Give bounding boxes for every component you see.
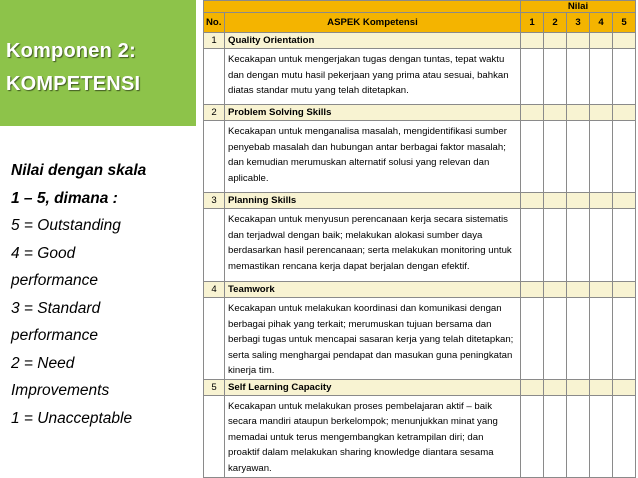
criterion-description: Kecakapan untuk menyusun perencanaan kerja secara sistematis dan terjadwal dengan baik; melakukan alokasi sumber daya berdasarkan hasil perencanaan; serta melakukan monitoring untuk memastikan rencana kerja dapat berjalan dengan efektif. (225, 209, 521, 282)
score-cell[interactable] (567, 395, 590, 477)
score-cell[interactable] (590, 33, 613, 49)
description-number-blank (204, 49, 225, 105)
score-cell[interactable] (521, 209, 544, 282)
criterion-number: 4 (204, 282, 225, 298)
score-cell[interactable] (521, 379, 544, 395)
description-row (204, 395, 636, 477)
criterion-number: 3 (204, 193, 225, 209)
score-cell[interactable] (521, 395, 544, 477)
score-cell[interactable] (544, 33, 567, 49)
score-cell[interactable] (613, 193, 636, 209)
criterion-description: Kecakapan untuk melakukan koordinasi dan komunikasi dengan berbagai pihak yang terkait; merumuskan tujuan bersama dan berbagi tugas untuk mencapai sasaran kerja yang telah ditetapkan; serta saling menghargai pendapat dan masukan guna peningkatan kinerja tim. (225, 298, 521, 380)
score-cell[interactable] (521, 105, 544, 121)
score-cell[interactable] (544, 193, 567, 209)
criterion-description: Kecakapan untuk menganalisa masalah, mengidentifikasi sumber penyebab masalah dan hubungan antar berbagai faktor masalah; dan kemudian merumuskan alternatif solusi yang relevan dan aplicable. (225, 121, 521, 193)
description-row (204, 298, 636, 380)
header-score-4: 4 (590, 13, 613, 33)
score-cell[interactable] (567, 49, 590, 105)
slide-title-line1: Komponen 2: (6, 40, 136, 62)
header-blank (204, 1, 521, 13)
criterion-name: Teamwork (225, 282, 521, 298)
header-nilai: Nilai (521, 1, 636, 13)
score-cell[interactable] (567, 209, 590, 282)
score-cell[interactable] (613, 298, 636, 380)
description-row (204, 49, 636, 105)
title-box (0, 0, 196, 126)
criterion-row (204, 105, 636, 121)
description-number-blank (204, 395, 225, 477)
description-number-blank (204, 298, 225, 380)
scale-line: 1 = Unacceptable (11, 409, 133, 427)
score-cell[interactable] (544, 105, 567, 121)
score-cell[interactable] (613, 49, 636, 105)
criterion-name: Problem Solving Skills (225, 105, 521, 121)
score-cell[interactable] (567, 193, 590, 209)
scale-line: Improvements (11, 382, 110, 399)
score-cell[interactable] (590, 395, 613, 477)
score-cell[interactable] (590, 209, 613, 282)
score-cell[interactable] (567, 379, 590, 395)
score-cell[interactable] (544, 121, 567, 193)
score-cell[interactable] (544, 209, 567, 282)
score-cell[interactable] (521, 33, 544, 49)
scale-line: Nilai dengan skala (11, 162, 147, 179)
score-cell[interactable] (590, 105, 613, 121)
criterion-row (204, 33, 636, 49)
scale-line: 3 = Standard (11, 299, 101, 317)
header-score-5: 5 (613, 13, 636, 33)
criterion-name: Self Learning Capacity (225, 379, 521, 395)
score-cell[interactable] (590, 193, 613, 209)
score-cell[interactable] (613, 282, 636, 298)
score-cell[interactable] (567, 105, 590, 121)
score-cell[interactable] (613, 379, 636, 395)
scale-line: 4 = Good (11, 244, 76, 262)
score-cell[interactable] (613, 209, 636, 282)
scale-line: 5 = Outstanding (11, 217, 121, 234)
criterion-row (204, 282, 636, 298)
score-cell[interactable] (521, 282, 544, 298)
score-cell[interactable] (613, 33, 636, 49)
rating-scale-text (11, 157, 197, 432)
score-cell[interactable] (544, 395, 567, 477)
score-cell[interactable] (544, 379, 567, 395)
score-cell[interactable] (613, 105, 636, 121)
header-aspek: ASPEK Kompetensi (225, 13, 521, 33)
score-cell[interactable] (567, 298, 590, 380)
description-number-blank (204, 121, 225, 193)
description-number-blank (204, 209, 225, 282)
score-cell[interactable] (544, 282, 567, 298)
criterion-row (204, 379, 636, 395)
criterion-description: Kecakapan untuk melakukan proses pembelajaran aktif – baik secara mandiri ataupun berkelompok; menunjukkan minat yang memadai untuk terus mengembangkan ketrampilan diri; dan proaktif dalam melakukan sharing knowledge diantara sesama karyawan. (225, 395, 521, 477)
score-cell[interactable] (521, 121, 544, 193)
criterion-number: 5 (204, 379, 225, 395)
criterion-description: Kecakapan untuk mengerjakan tugas dengan tuntas, tepat waktu dan dengan mutu hasil pekerjaan yang prima atau sesuai, bahkan diatas standar mutu yang telah ditetapkan. (225, 49, 521, 105)
competency-table (203, 0, 636, 478)
score-cell[interactable] (544, 49, 567, 105)
score-cell[interactable] (590, 282, 613, 298)
scale-line: performance (11, 327, 99, 344)
criterion-number: 2 (204, 105, 225, 121)
score-cell[interactable] (521, 298, 544, 380)
scale-line: performance (11, 272, 99, 289)
description-row (204, 209, 636, 282)
score-cell[interactable] (567, 121, 590, 193)
description-row (204, 121, 636, 193)
score-cell[interactable] (567, 282, 590, 298)
header-score-1: 1 (521, 13, 544, 33)
score-cell[interactable] (567, 33, 590, 49)
criterion-row (204, 193, 636, 209)
score-cell[interactable] (590, 49, 613, 105)
score-cell[interactable] (613, 121, 636, 193)
criterion-name: Planning Skills (225, 193, 521, 209)
header-score-2: 2 (544, 13, 567, 33)
score-cell[interactable] (613, 395, 636, 477)
score-cell[interactable] (590, 121, 613, 193)
scale-line: 2 = Need (11, 354, 75, 372)
score-cell[interactable] (521, 49, 544, 105)
criterion-name: Quality Orientation (225, 33, 521, 49)
header-score-3: 3 (567, 13, 590, 33)
criterion-number: 1 (204, 33, 225, 49)
score-cell[interactable] (590, 379, 613, 395)
score-cell[interactable] (521, 193, 544, 209)
scale-line: 1 – 5, dimana : (11, 189, 118, 207)
score-cell[interactable] (590, 298, 613, 380)
slide-title-line2: KOMPETENSI (6, 73, 141, 95)
score-cell[interactable] (544, 298, 567, 380)
header-no: No. (204, 13, 225, 33)
